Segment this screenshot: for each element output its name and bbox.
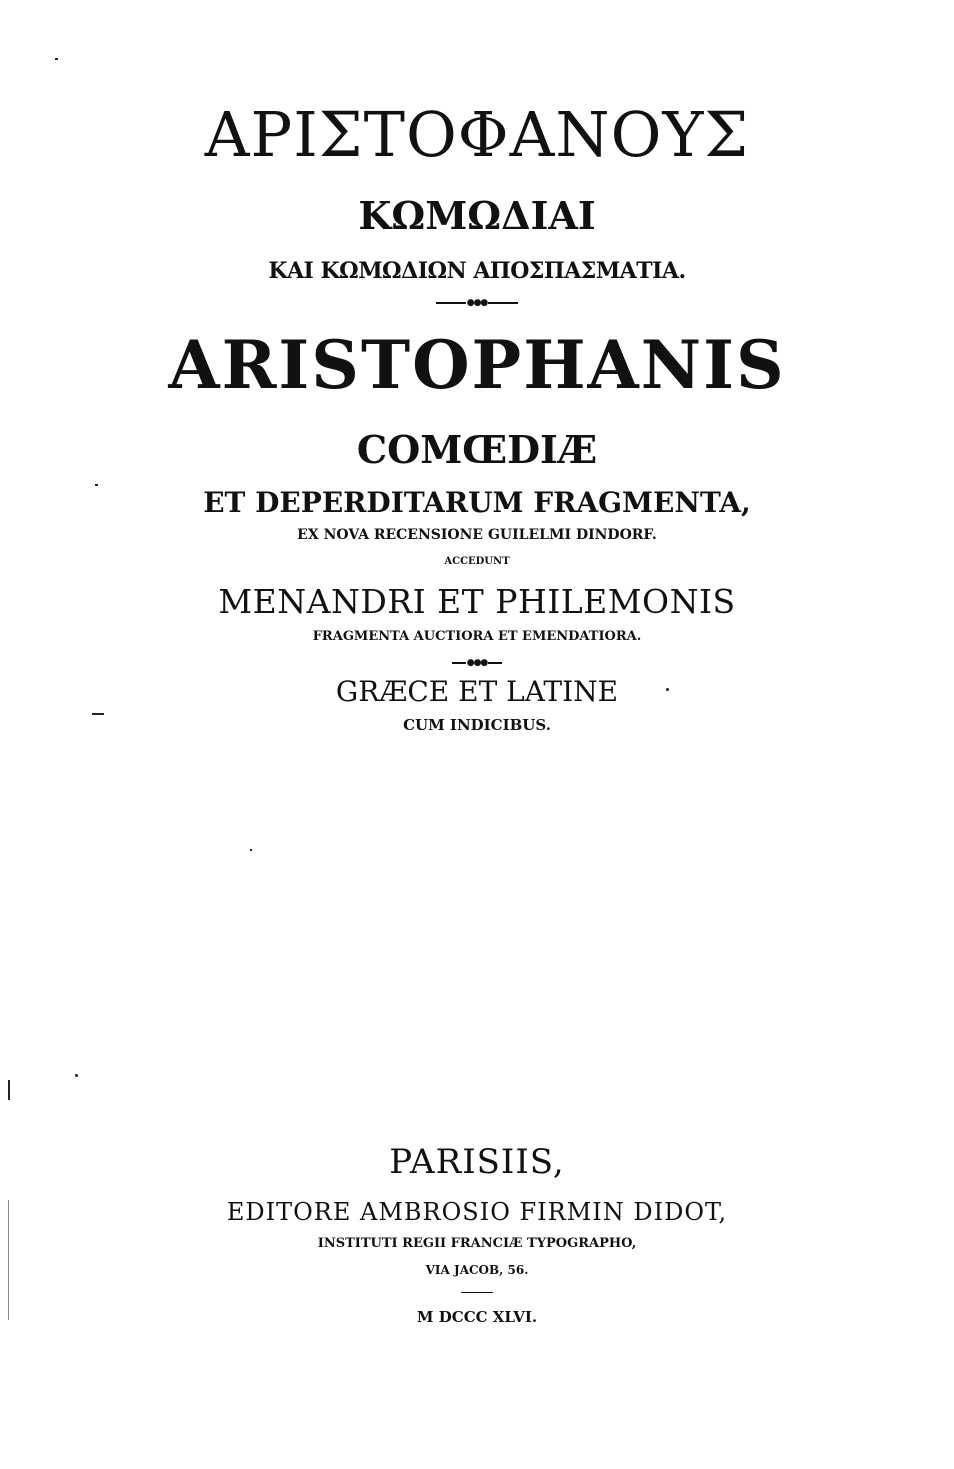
latin-line-fragmenta: ET DEPERDITARUM FRAGMENTA,: [203, 486, 751, 519]
scan-speck: [95, 484, 98, 486]
editor-line: EDITORE AMBROSIO FIRMIN DIDOT,: [226, 1198, 728, 1226]
ornament-divider-1: ●●●: [0, 292, 954, 311]
scan-speck: [250, 849, 252, 851]
latin-line-recensione: EX NOVA RECENSIONE GUILELMI DINDORF.: [297, 527, 657, 543]
scan-speck: [92, 713, 104, 715]
scan-speck: [55, 58, 58, 60]
scan-speck: [75, 1074, 78, 1077]
scan-speck: [666, 688, 669, 691]
greek-subtitle: ΚΩΜΩΔΙΑΙ: [358, 193, 596, 238]
year-line: M DCCC XLVI.: [416, 1308, 538, 1326]
latin-subtitle: COMŒDIÆ: [356, 427, 598, 472]
year-divider: [461, 1292, 493, 1293]
scan-speck: [8, 1200, 9, 1320]
accedunt-label: ACCEDUNT: [444, 556, 510, 567]
address-line: VIA JACOB, 56.: [425, 1263, 529, 1277]
place-line: PARISIIS,: [389, 1142, 565, 1182]
menandri-line: MENANDRI ET PHILEMONIS: [218, 582, 736, 621]
fragmenta-line: FRAGMENTA AUCTIORA ET EMENDATIORA.: [312, 629, 642, 644]
typographer-line: INSTITUTI REGII FRANCIÆ TYPOGRAPHO,: [317, 1236, 637, 1251]
greek-subtitle-line: ΚΑΙ ΚΩΜΩΔΙΩΝ ΑΠΟΣΠΑΣΜΑΤΙΑ.: [268, 258, 686, 284]
greek-title: ΑΡΙΣΤΟΦΑΝΟΥΣ: [204, 98, 750, 171]
latin-title: ARISTOPHANIS: [168, 326, 786, 404]
cum-indicibus-line: CUM INDICIBUS.: [403, 716, 551, 734]
graece-latine-line: GRÆCE ET LATINE: [335, 675, 619, 708]
ornament-divider-2: ●●●: [0, 652, 954, 671]
scan-speck: [8, 1080, 10, 1100]
